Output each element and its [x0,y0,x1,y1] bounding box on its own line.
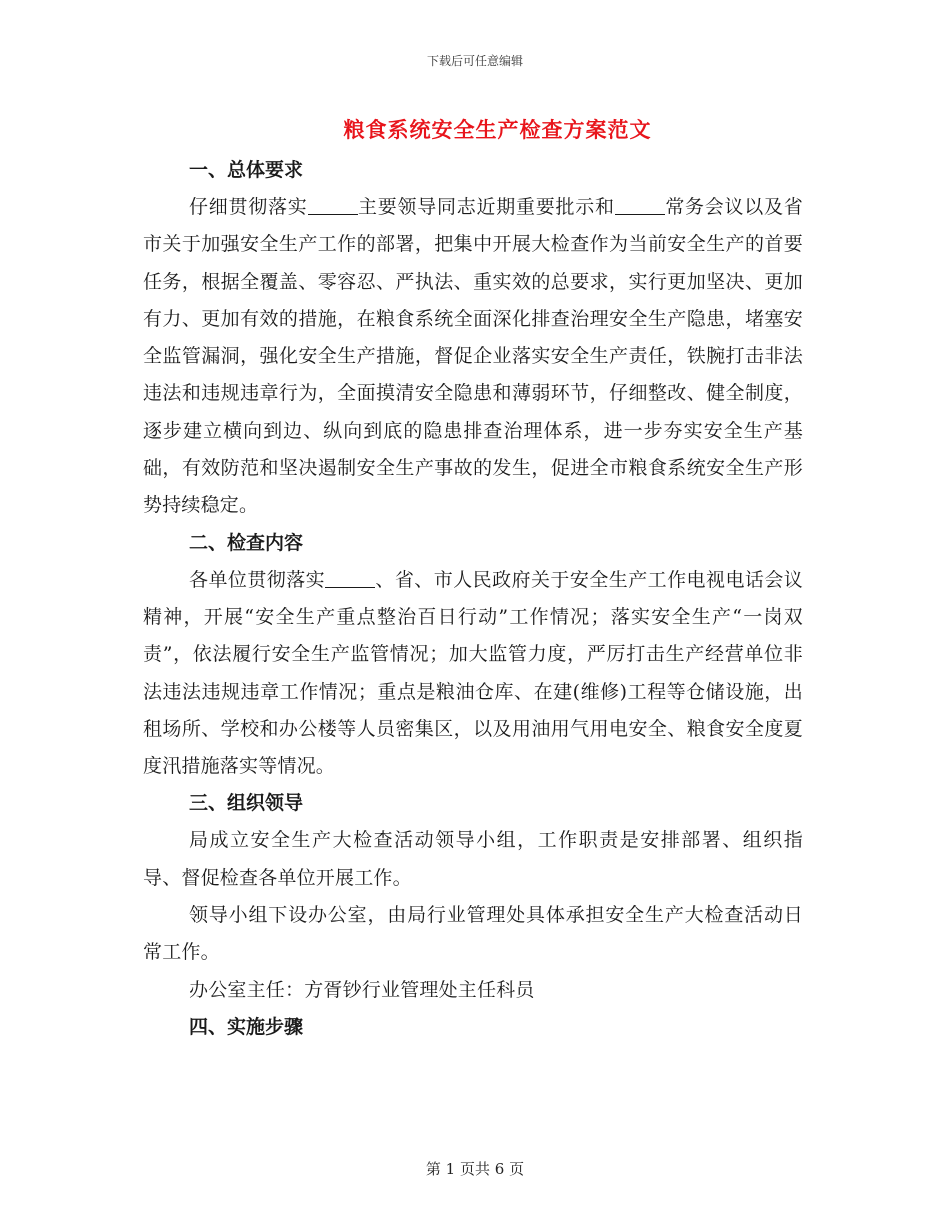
paragraph-text: 局成立安全生产大检查活动领导小组，工作职责是安排部署、组织指导、督促检查各单位开展工作。 [143,829,803,889]
document-body [143,152,803,1046]
paragraph [143,972,803,1009]
fill-in-blank [325,568,375,588]
section-heading: 三、组织领导 [189,792,304,815]
paragraph [143,897,803,972]
paragraph-text: 常务会议以及省市关于加强安全生产工作的部署，把集中开展大检查作为当前安全生产的首要任务，根据全覆盖、零容忍、严执法、重实效的总要求，实行更加坚决、更加有力、更加有效的措施，在粮食系统全面深化排查治理安全生产隐患，堵塞安全监管漏洞，强化安全生产措施，督促企业落实安全生产责任，铁腕打击非法违法和违规违章行为，全面摸清安全隐患和薄弱环节，仔细整改、健全制度，逐步建立横向到边、纵向到底的隐患排查治理体系，进一步夯实安全生产基础，有效防范和坚决遏制安全生产事故的发生，促进全市粮食系统安全生产形势持续稳定。 [143,196,803,517]
paragraph-text: 、省、市人民政府关于安全生产工作电视电话会议精神，开展“安全生产重点整治百日行动”工作情况；落实安全生产“一岗双责”，依法履行安全生产监管情况；加大监管力度，严厉打击生产经营单位非法违法违规违章工作情况；重点是粮油仓库、在建(维修)工程等仓储设施，出租场所、学校和办公楼等人员密集区，以及用油用气用电安全、粮食安全度夏度汛措施落实等情况。 [143,568,803,778]
paragraph-text: 办公室主任：方胥钞行业管理处主任科员 [189,978,535,1001]
page-header: 下载后可任意编辑 [426,54,523,68]
fill-in-blank [308,195,358,215]
paragraph [143,822,803,897]
paragraph [143,189,803,525]
page-footer: 第 1 页共 6 页 [425,1160,525,1178]
paragraph-text: 主要领导同志近期重要批示和 [357,196,615,218]
paragraph [143,562,803,786]
paragraph-text: 领导小组下设办公室，由局行业管理处具体承担安全生产大检查活动日常工作。 [143,904,803,964]
section-heading: 一、总体要求 [189,159,304,181]
paragraph-text: 仔细贯彻落实 [189,196,308,218]
section-heading: 四、实施步骤 [189,1015,304,1038]
paragraph-text: 各单位贯彻落实 [189,568,326,591]
section-heading: 二、检查内容 [189,531,304,554]
document-title: 粮食系统安全生产检查方案范文 [343,117,652,142]
fill-in-blank [615,195,665,215]
